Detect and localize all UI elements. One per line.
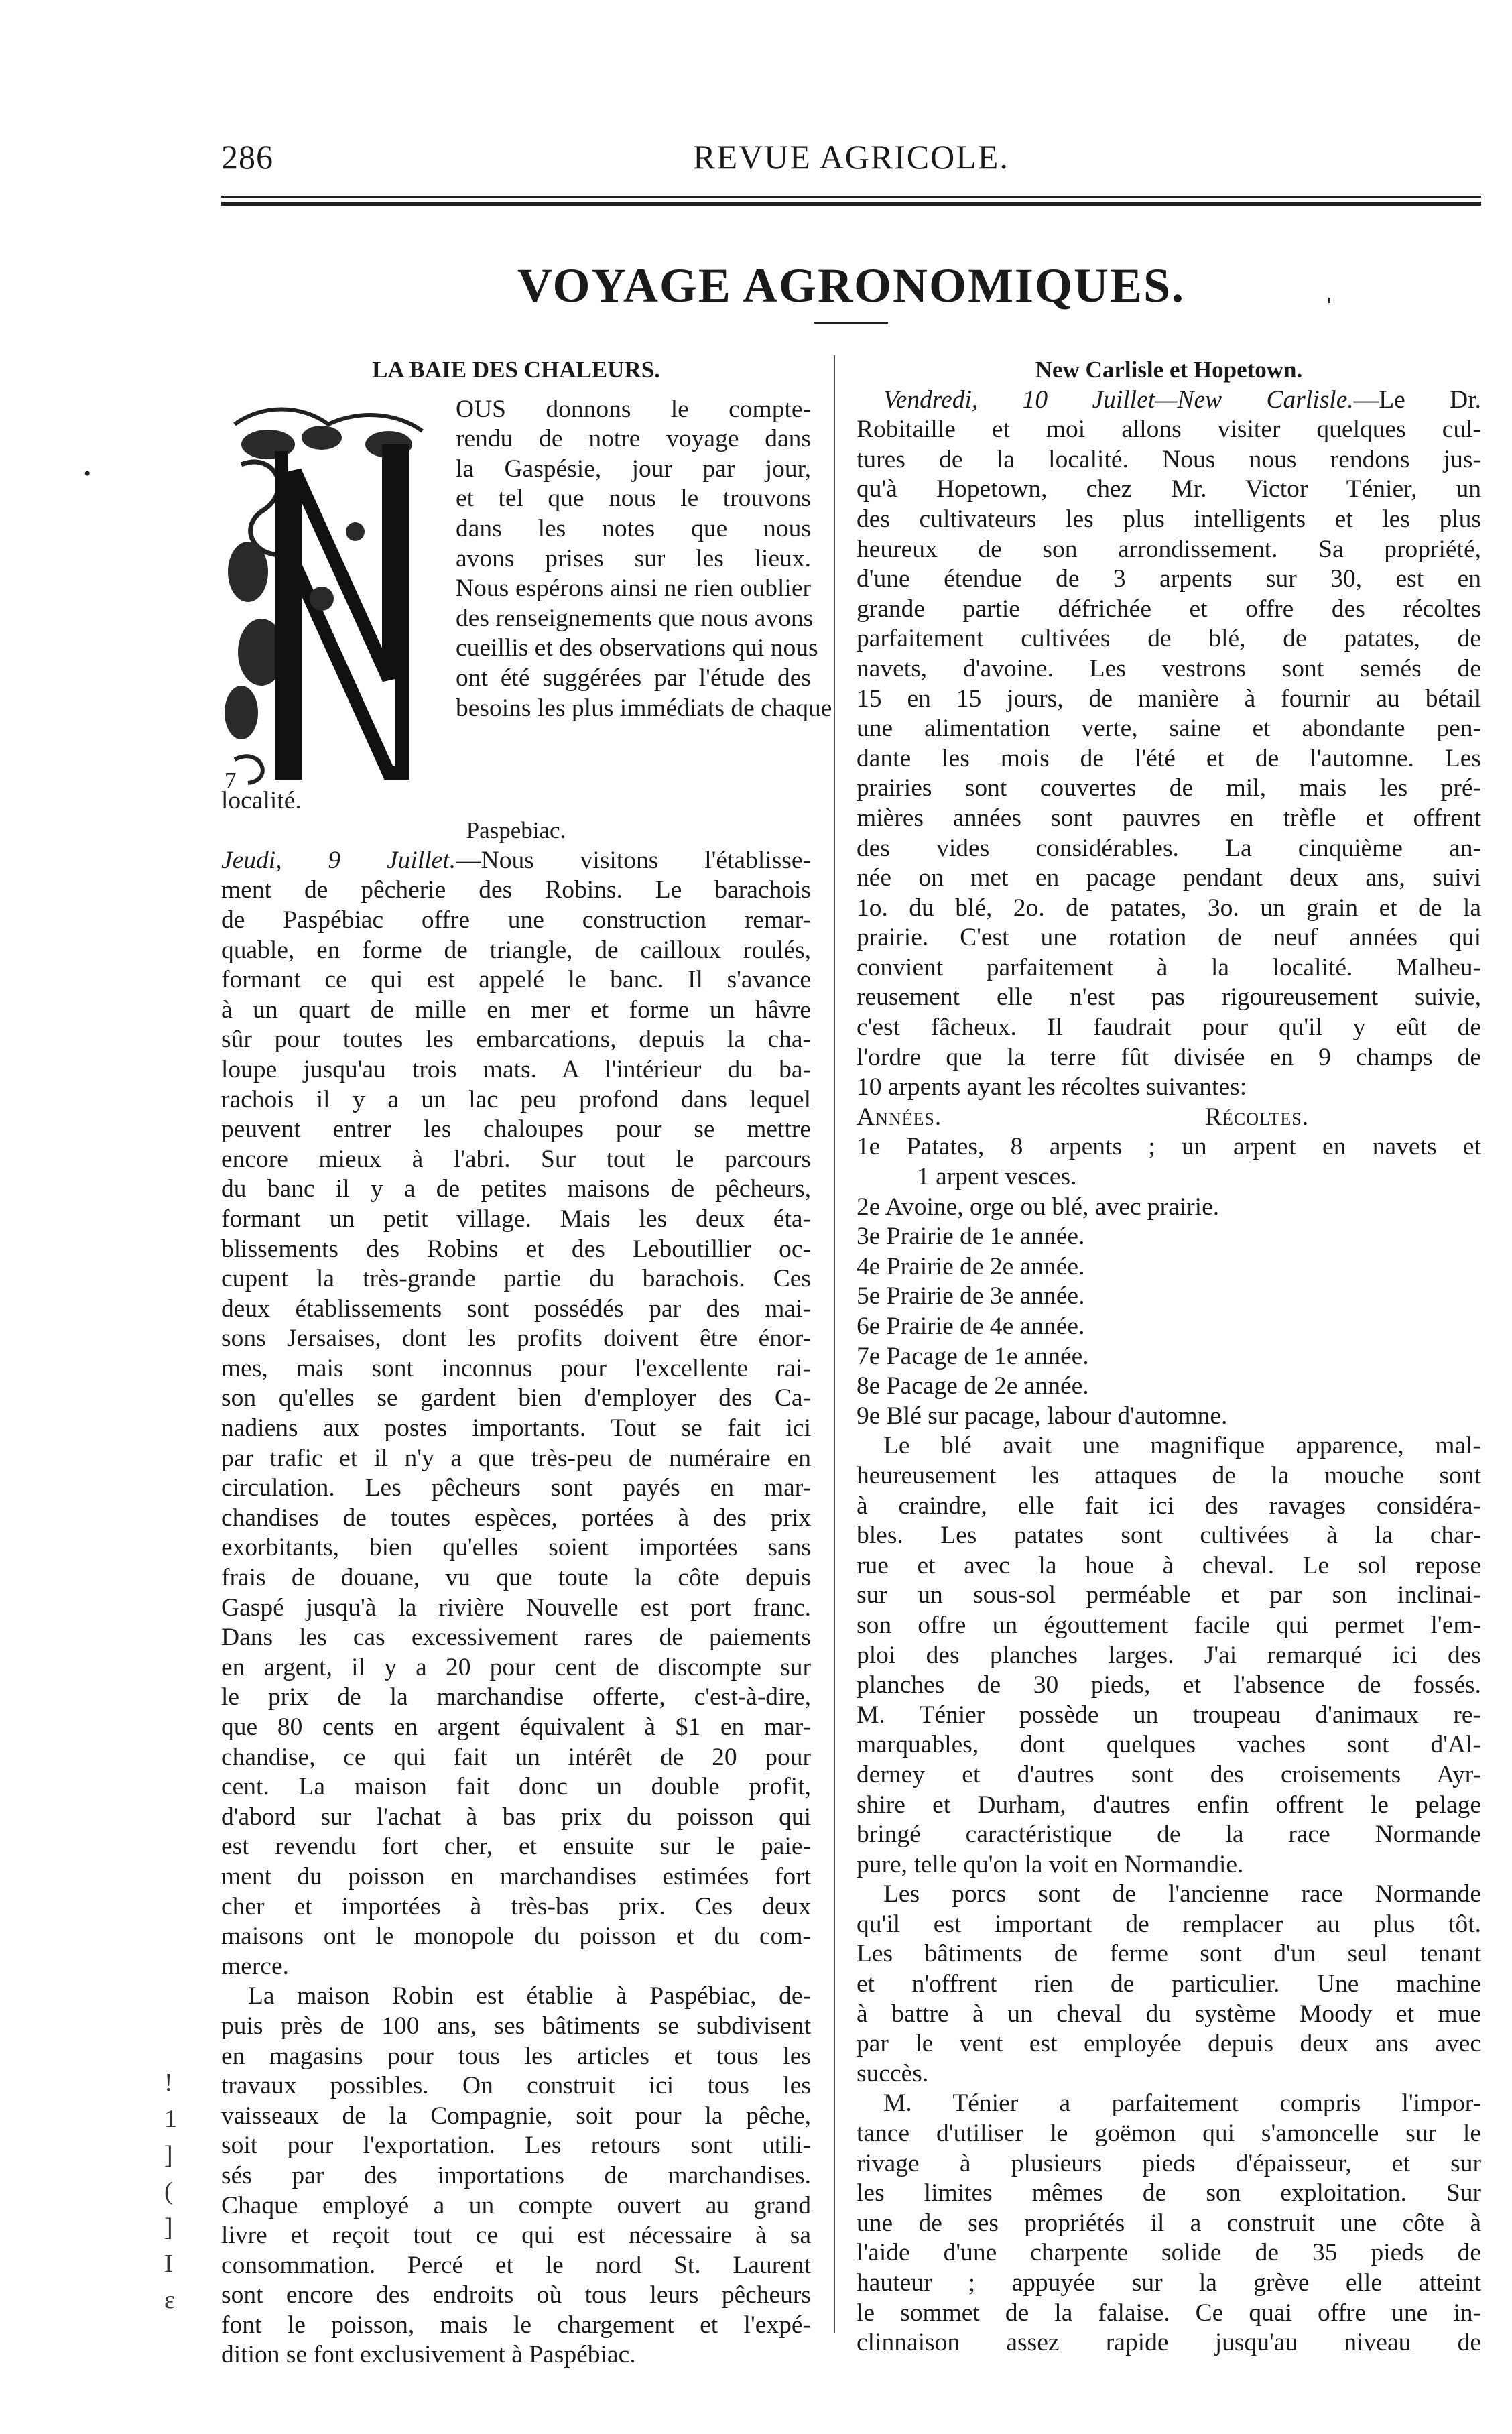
intro-line: des renseignements que nous avons (456, 604, 814, 632)
paragraph-line: une alimentation verte, saine et abondante pen- (857, 715, 1481, 743)
paragraph-line: marquables, dont quelques vaches sont d'Al- (857, 1731, 1481, 1759)
intro-line: avons prises sur les lieux. (456, 544, 811, 572)
paragraph-line: à battre à un cheval du système Moody et mue (857, 2000, 1481, 2028)
stray-ink-mark: ˌ (1324, 265, 1335, 303)
paragraph-line: une de ses propriétés il a construit une côte à (857, 2209, 1481, 2237)
rotation-item: 6e Prairie de 4e année. (857, 1313, 1085, 1340)
paragraph-line: M. Ténier a parfaitement compris l'impor- (883, 2089, 1481, 2118)
paragraph-line: heureusement les attaques de la mouche sont (857, 1461, 1481, 1489)
paragraph-line: parfaitement cultivées de blé, de patates, de (857, 625, 1481, 653)
stray-ink-mark: • (84, 463, 91, 485)
paragraph-line: sons Jersaises, dont les profits doivent être énor- (221, 1325, 811, 1353)
margin-mark: 1 (164, 2105, 177, 2133)
paragraph-line: en magasins pour tous les articles et tous les (221, 2042, 811, 2070)
paragraph-line: en argent, il y a 20 pour cent de discompte sur (221, 1653, 811, 1681)
article-title: VOYAGE AGRONOMIQUES. (517, 259, 1186, 312)
paragraph-line: frais de douane, vu que toute la côte depuis (221, 1564, 811, 1592)
paragraph-line: d'une étendue de 3 arpents sur 30, est en (857, 565, 1481, 593)
rotation-item: 8e Pacage de 2e année. (857, 1372, 1089, 1400)
paragraph-line: des vides considérables. La cinquième an- (857, 834, 1481, 862)
paragraph-line: travaux possibles. On construit ici tous les (221, 2072, 811, 2100)
paragraph-line: rivage à plusieurs pieds d'épaisseur, et sur (857, 2149, 1481, 2177)
paragraph-line: tures de la localité. Nous nous rendons jus- (857, 445, 1481, 473)
header-rule-thin (221, 196, 1481, 198)
paragraph-line: derney et d'autres sont des croisements Ayr- (857, 1760, 1481, 1788)
paragraph-line: de Paspébiac offre une construction remar- (221, 906, 811, 934)
right-body-a (857, 385, 1481, 1103)
paragraph-line: 10 arpents ayant les récoltes suivantes: (857, 1073, 1247, 1101)
paragraph-line: née on met en pacage pendant deux ans, suivi (857, 864, 1481, 892)
paragraph-line: cupent la très-grande partie du barachois. Ces (221, 1265, 811, 1293)
paragraph-line: ploi des planches larges. J'ai remarqué ici des (857, 1641, 1481, 1669)
page-number: 286 (221, 138, 273, 176)
left-body (221, 846, 811, 2370)
rotation-header-crops: Récoltes. (1205, 1103, 1310, 1131)
date-phrase: Vendredi, 10 Juillet—New Carlisle. (883, 385, 1354, 414)
paragraph-line: font le poisson, mais le chargement et l'expé- (221, 2311, 811, 2339)
rotation-header-years: Années. (857, 1103, 942, 1131)
paragraph-line: chandises de toutes espèces, portées à des prix (221, 1504, 811, 1532)
paragraph-line: cher et importées à très-bas prix. Ces deux (221, 1892, 811, 1921)
paragraph-line: circulation. Les pêcheurs sont payés en mar- (221, 1474, 811, 1502)
intro-line: et tel que nous le trouvons (456, 485, 811, 513)
paragraph-line: vaisseaux de la Compagnie, soit pour la pêche, (221, 2102, 811, 2130)
paragraph-line: chandise, ce qui fait un intérêt de 20 pour (221, 1743, 811, 1771)
paragraph-line: bles. Les patates sont cultivées à la char- (857, 1522, 1481, 1550)
rotation-header-row (857, 1103, 1481, 1133)
paragraph-line: mes, mais sont inconnus pour l'excellente rai- (221, 1354, 811, 1382)
paragraph-line: sont encore des endroits où tous leurs pêcheurs (221, 2281, 811, 2309)
rotation-item: 4e Prairie de 2e année. (857, 1252, 1085, 1280)
margin-mark: ] (164, 2213, 173, 2242)
paragraph-line: qu'il est important de remplacer au plus tôt. (857, 1910, 1481, 1938)
paragraph-line: par le vent est employée depuis deux ans avec (857, 2030, 1481, 2058)
paragraph-line: 15 en 15 jours, de manière à fournir au bétail (857, 684, 1481, 713)
paragraph-line: livre et reçoit tout ce qui est nécessaire à sa (221, 2222, 811, 2250)
paragraph-line: Les bâtiments de ferme sont d'un seul tenant (857, 1940, 1481, 1968)
paragraph-line: sûr pour toutes les embarcations, depuis la cha- (221, 1026, 811, 1054)
paragraph-line: pure, telle qu'on la voit en Normandie. (857, 1850, 1244, 1878)
paragraph-line: son qu'elles se gardent bien d'employer des Ca- (221, 1384, 811, 1412)
paragraph-line: sur un sous-sol perméable et par son inclinai- (857, 1581, 1481, 1609)
paragraph-line: ment de pêcherie des Robins. Le barachois (221, 876, 811, 904)
left-column (221, 355, 832, 2370)
paragraph-line: peuvent entrer les chaloupes pour se mettre (221, 1115, 811, 1144)
paragraph-line: mières années sont pauvres en trèfle et offrent (857, 804, 1481, 832)
paragraph-line: Le blé avait une magnifique apparence, mal- (883, 1432, 1481, 1460)
intro-line: OUS donnons le compte- (456, 395, 811, 423)
paragraph-line: tance d'utiliser le goëmon qui s'amoncelle sur le (857, 2120, 1481, 2148)
paragraph-line: planches de 30 pieds, et l'absence de fossés. (857, 1671, 1481, 1699)
paragraph-line: loupe jusqu'au trois mats. A l'intérieur du ba- (221, 1055, 811, 1083)
rotation-item: 2e Avoine, orge ou blé, avec prairie. (857, 1193, 1220, 1221)
paragraph-line: prairies sont couvertes de mil, mais les pré- (857, 774, 1481, 802)
rotation-item: 1e Patates, 8 arpents ; un arpent en navets et (857, 1133, 1481, 1161)
intro-line: localité. (221, 786, 302, 814)
paragraph-line: 1o. du blé, 2o. de patates, 3o. un grain et de la (857, 894, 1481, 922)
margin-mark: ( (164, 2177, 173, 2205)
margin-mark: ! (164, 2069, 173, 2097)
intro-line: ont été suggérées par l'étude des (456, 664, 811, 692)
margin-marks (164, 2065, 184, 2318)
footnote-mark: 7 (225, 768, 237, 794)
paragraph-line: bringé caractéristique de la race Normande (857, 1821, 1481, 1849)
paragraph-line: l'ordre que la terre fût divisée en 9 champs de (857, 1043, 1481, 1071)
paragraph-line: heureux de son arrondissement. Sa propriété, (857, 535, 1481, 563)
paragraph-line: à craindre, elle fait ici des ravages considéra- (857, 1492, 1481, 1520)
paragraph-line: Jeudi, 9 Juillet.—Nous visitons l'établisse- (221, 846, 811, 874)
paragraph-line: qu'à Hopetown, chez Mr. Victor Ténier, un (857, 475, 1481, 503)
paragraph-line: navets, d'avoine. Les vestrons sont semés de (857, 654, 1481, 682)
paragraph-line: que 80 cents en argent équivalent à $1 en mar- (221, 1713, 811, 1741)
paragraph-line: La maison Robin est établie à Paspébiac, de- (248, 1982, 811, 2010)
paragraph-line: deux établissements sont possédés par des mai- (221, 1294, 811, 1323)
subsection-title-paspebiac: Paspebiac. (466, 817, 566, 844)
paragraph-line: Dans les cas excessivement rares de paiements (221, 1624, 811, 1652)
paragraph-line: dition se font exclusivement à Paspébiac. (221, 2341, 636, 2369)
paragraph-line: succès. (857, 2059, 929, 2087)
foliage-initial-icon (221, 398, 442, 786)
paragraph-line: le sommet de la falaise. Ce quai offre une in- (857, 2299, 1481, 2327)
section-title-new-carlisle: New Carlisle et Hopetown. (1035, 357, 1303, 383)
paragraph-line: formant un petit village. Mais les deux éta- (221, 1205, 811, 1233)
paragraph-line: est revendu fort cher, et ensuite sur le paie- (221, 1833, 811, 1861)
section-title-baie: LA BAIE DES CHALEURS. (372, 357, 660, 383)
paragraph-line: puis près de 100 ans, ses bâtiments se subdivisent (221, 2012, 811, 2040)
rotation-item: 7e Pacage de 1e année. (857, 1342, 1089, 1370)
paragraph-line: Gaspé jusqu'à la rivière Nouvelle est port franc. (221, 1593, 811, 1622)
paragraph-line: exorbitants, bien qu'elles soient importées sans (221, 1534, 811, 1562)
margin-mark: ɛ (164, 2286, 175, 2314)
paragraph-line: l'aide d'une charpente solide de 35 pieds de (857, 2239, 1481, 2267)
paragraph-line: d'abord sur l'achat à bas prix du poisson qui (221, 1803, 811, 1831)
paragraph-line: Chaque employé a un compte ouvert au grand (221, 2191, 811, 2219)
intro-line: besoins les plus immédiats de chaque (456, 694, 832, 722)
right-body-b (857, 1431, 1481, 2358)
paragraph-line: ment du poisson en marchandises estimées fort (221, 1862, 811, 1890)
paragraph-line: son offre un égouttement facile qui permet l'em- (857, 1611, 1481, 1639)
rotation-item: 5e Prairie de 3e année. (857, 1282, 1085, 1311)
paragraph-line: grande partie défrichée et offre des récoltes (857, 595, 1481, 623)
running-title: REVUE AGRICOLE. (693, 138, 1009, 176)
paragraph-line: convient parfaitement à la localité. Malheu- (857, 953, 1481, 981)
paragraph-line: shire et Durham, d'autres enfin offrent le pelage (857, 1790, 1481, 1819)
paragraph-line: consommation. Percé et le nord St. Laurent (221, 2251, 811, 2279)
margin-mark: ] (164, 2141, 173, 2169)
paragraph-line: Robitaille et moi allons visiter quelques cul- (857, 416, 1481, 444)
paragraph-line: et n'offrent rien de particulier. Une machine (857, 1970, 1481, 1998)
title-dash (814, 322, 888, 324)
date-phrase: Jeudi, 9 Juillet. (221, 846, 456, 874)
page-header (221, 137, 1481, 184)
intro-line: rendu de notre voyage dans (456, 425, 811, 453)
paragraph-line: prairie. C'est une rotation de neuf années qui (857, 924, 1481, 952)
paragraph-line: reusement elle n'est pas rigoureusement suivie, (857, 983, 1481, 1012)
intro-line: cueillis et des observations qui nous (456, 634, 818, 662)
intro-line: Nous espérons ainsi ne rien oublier (456, 574, 811, 603)
rotation-item: 1 arpent vesces. (917, 1163, 1077, 1191)
intro-line: la Gaspésie, jour par jour, (456, 454, 811, 483)
ornamental-initial (221, 398, 442, 786)
paragraph-line: M. Ténier possède un troupeau d'animaux re- (857, 1701, 1481, 1729)
paragraph-line: quable, en forme de triangle, de cailloux roulés, (221, 936, 811, 964)
intro-line: dans les notes que nous (456, 514, 811, 542)
paragraph-line: à un quart de mille en mer et forme un hâvre (221, 995, 811, 1024)
column-divider (834, 355, 835, 2333)
right-column (857, 355, 1481, 2358)
paragraph-line: formant ce qui est appelé le banc. Il s'avance (221, 966, 811, 994)
paragraph-line: encore mieux à l'abri. Sur tout le parcours (221, 1145, 811, 1173)
rotation-item: 3e Prairie de 1e année. (857, 1223, 1085, 1251)
paragraph-line: soit pour l'exportation. Les retours sont utili- (221, 2132, 811, 2160)
rotation-list (857, 1132, 1481, 1431)
paragraph-line: hauteur ; appuyée sur la grève elle atteint (857, 2269, 1481, 2297)
paragraph-line: par trafic et il n'y a que très-peu de numéraire en (221, 1444, 811, 1472)
paragraph-line: Vendredi, 10 Juillet—New Carlisle.—Le Dr. (883, 385, 1481, 414)
paragraph-line: maisons ont le monopole du poisson et du com- (221, 1923, 811, 1951)
header-rule-thick (221, 202, 1481, 206)
paragraph-line: dante les mois de l'été et de l'automne. Les (857, 744, 1481, 772)
paragraph-line: blissements des Robins et des Leboutillier oc- (221, 1235, 811, 1263)
paragraph-line: c'est fâcheux. Il faudrait pour qu'il y eût de (857, 1014, 1481, 1042)
paragraph-line: sés par des importations de marchandises. (221, 2161, 811, 2189)
rotation-item: 9e Blé sur pacage, labour d'automne. (857, 1402, 1228, 1430)
paragraph-line: Les porcs sont de l'ancienne race Normande (883, 1880, 1481, 1908)
paragraph-line: le prix de la marchandise offerte, c'est-à-dire, (221, 1683, 811, 1711)
paragraph-line: cent. La maison fait donc un double profit, (221, 1773, 811, 1801)
paragraph-line: rue et avec la houe à cheval. Le sol repose (857, 1551, 1481, 1579)
paragraph-line: des cultivateurs les plus intelligents et les plus (857, 505, 1481, 533)
paragraph-line: du banc il y a de petites maisons de pêcheurs, (221, 1175, 811, 1203)
paragraph-line: merce. (221, 1952, 289, 1980)
paragraph-line: nadiens aux postes importants. Tout se fait ici (221, 1414, 811, 1443)
margin-mark: I (164, 2250, 173, 2278)
paragraph-line: clinnaison assez rapide jusqu'au niveau de (857, 2329, 1481, 2357)
paragraph-line: rachois il y a un lac peu profond dans lequel (221, 1085, 811, 1113)
paragraph-line: les limites mêmes de son exploitation. Sur (857, 2179, 1481, 2207)
